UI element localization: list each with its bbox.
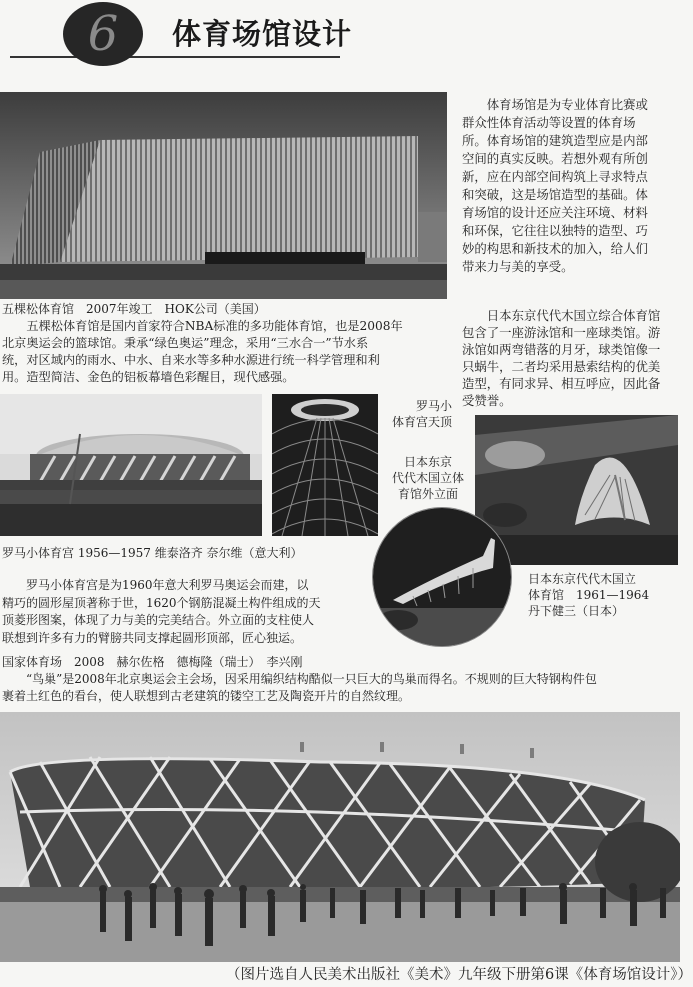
ceiling-label-line: 罗马小: [415, 399, 452, 413]
wukesong-line: 北京奥运会的篮球馆。秉承“绿色奥运”理念，采用“三水合一”节水系: [2, 336, 369, 350]
intro-line: 育场馆的设计还应关注环境、材料: [462, 205, 648, 220]
intro-line: 带来力与美的享受。: [462, 259, 574, 274]
wukesong-line: 统，对区域内的雨水、中水、自来水等多种水源进行统一科学管理和利: [2, 353, 380, 367]
yoyogi-aerial-photo: [475, 415, 678, 565]
wukesong-line: 用。造型简洁、金色的铝板幕墙色彩醒目，现代感强。: [2, 370, 295, 384]
yoyogi-facade-photo: [372, 507, 512, 647]
yoyogi-facade-label: [386, 454, 470, 502]
yoyogi-line: 包含了一座游泳馆和一座球类馆。游: [462, 325, 661, 340]
yoyogi-caption-line: 体育馆 1961—1964: [528, 588, 650, 602]
birdsnest-line: “鸟巢”是2008年北京奥运会主会场，因采用编织结构酷似一只巨大的鸟巢而得名。不规则的巨大特钢构件包: [26, 672, 597, 686]
intro-line: 妙的构思和新技术的加入，给人们: [462, 241, 648, 256]
facade-label-line: 育馆外立面: [397, 487, 458, 501]
yoyogi-caption-line: 丹下健三（日本）: [528, 604, 625, 618]
palazzetto-line: 联想到许多有力的臂膀共同支撑起圆形顶部，匠心独运。: [2, 630, 303, 645]
intro-line: 所。体育场馆的建筑造型应是内部: [462, 133, 648, 148]
birdsnest-stadium-photo: [0, 712, 680, 962]
intro-line: 群众性体育活动等设置的体育场: [462, 115, 636, 130]
yoyogi-description: [462, 307, 688, 409]
facade-label-line: 日本东京: [403, 455, 452, 469]
yoyogi-line: 受赞誉。: [462, 393, 512, 408]
intro-line: 和突破，这是场馆造型的基础。体: [462, 187, 648, 202]
intro-line: 新，应在内部空间构筑上寻求特点: [462, 169, 648, 184]
yoyogi-caption-line: 日本东京代代木国立: [528, 572, 637, 586]
yoyogi-line: 泳馆如两弯错落的月牙，球类馆像一: [462, 342, 661, 357]
intro-line: 体育场馆是为专业体育比赛或: [486, 97, 648, 112]
page-title: 体育场馆设计: [172, 17, 353, 51]
palazzetto-ceiling-label: [380, 398, 452, 430]
lesson-number: 6: [87, 6, 119, 62]
birdsnest-line: 裹着土红色的看台，使人联想到古老建筑的镂空工艺及陶瓷开片的自然纹理。: [2, 689, 411, 703]
birdsnest-caption: 国家体育场 2008 赫尔佐格 德梅隆（瑞士） 李兴刚: [2, 655, 303, 669]
wukesong-description: [2, 318, 447, 386]
palazzetto-line: 罗马小体育宫是为1960年意大利罗马奥运会而建，以: [26, 578, 309, 592]
ceiling-label-line: 体育宫天顶: [391, 415, 452, 429]
wukesong-caption: 五棵松体育馆 2007年竣工 HOK公司（美国）: [2, 302, 266, 316]
intro-paragraph: [462, 96, 690, 276]
yoyogi-line: 日本东京代代木国立综合体育馆: [486, 308, 661, 323]
yoyogi-caption: [528, 571, 692, 619]
wukesong-line: 五棵松体育馆是国内首家符合NBA标准的多功能体育馆，也是2008年: [26, 319, 403, 333]
header-rule: [10, 56, 340, 58]
image-source-footer: （图片选自人民美术出版社《美术》九年级下册第6课《体育场馆设计》）: [226, 967, 692, 983]
palazzetto-ceiling-photo: [272, 394, 378, 536]
palazzetto-description: [2, 577, 382, 647]
birdsnest-description: [2, 671, 690, 705]
lesson-number-badge: [63, 2, 143, 66]
palazzetto-exterior-photo: [0, 394, 262, 536]
yoyogi-line: 造型，有同求异、相互呼应，因此备: [462, 376, 661, 391]
palazzetto-line: 顶菱形图案，体现了力与美的完美结合。外立面的支柱使人: [2, 613, 315, 627]
intro-line: 空间的真实反映。若想外观有所创: [462, 151, 648, 166]
wukesong-arena-photo: [0, 92, 447, 299]
yoyogi-line: 只蜗牛，二者均采用悬索结构的优美: [462, 359, 661, 374]
palazzetto-line: 精巧的圆形屋顶著称于世，1620个钢筋混凝土构件组成的天: [2, 595, 321, 610]
intro-line: 和环保，它往往以独特的造型、巧: [462, 223, 648, 238]
lesson-header: [0, 0, 693, 80]
palazzetto-caption: 罗马小体育宫 1956—1957 维泰洛齐 奈尔维（意大利）: [2, 546, 303, 560]
facade-label-line: 代代木国立体: [391, 471, 464, 485]
